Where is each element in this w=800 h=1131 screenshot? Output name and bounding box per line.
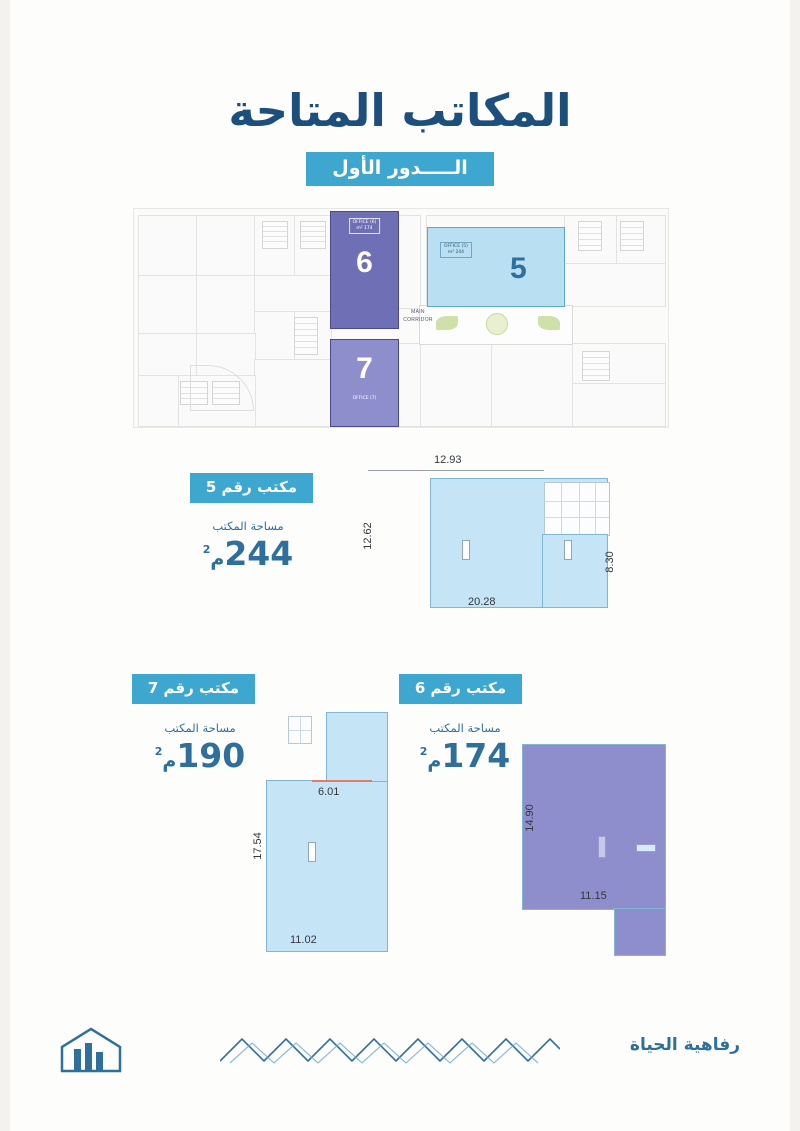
plan-unit-5-tag: OFFICE (5) 244 m² — [440, 242, 472, 258]
office-7-main-area — [266, 780, 388, 952]
floor-badge — [306, 152, 494, 186]
door-icon — [636, 844, 656, 852]
office-7-area-value: 190م$^2$ — [154, 736, 246, 775]
plan-unit-6[interactable] — [330, 211, 399, 329]
plan-room — [138, 275, 198, 335]
plan-room — [196, 275, 256, 335]
office-5-dim-top: 12.93 — [434, 454, 462, 466]
floor-plan-overview — [133, 208, 669, 428]
office-7-service-block — [288, 716, 312, 744]
zigzag-ornament-icon — [220, 1031, 560, 1069]
table-icon — [486, 313, 508, 335]
office-6-main-area — [522, 744, 666, 910]
office-6-area-value: 174م$^2$ — [419, 736, 511, 775]
plan-unit-7-tag: OFFICE (7) — [352, 396, 377, 401]
stair-icon — [582, 351, 610, 381]
plan-room — [138, 375, 180, 427]
stair-icon — [300, 221, 326, 249]
office-5-dim-right: 8.30 — [604, 551, 616, 573]
stair-icon — [262, 221, 288, 249]
footer-tagline: رفاهية الحياة — [629, 1035, 740, 1055]
office-6-dim-left: 14.90 — [524, 804, 536, 832]
floor-badge-label: الـــــدور الأول — [332, 156, 468, 179]
office-7-dim-top-right: 6.01 — [318, 786, 340, 798]
plan-room — [397, 343, 421, 427]
office-5-dim-left: 12.62 — [362, 522, 374, 550]
door-icon — [308, 842, 316, 862]
plan-unit-5[interactable] — [427, 227, 565, 307]
plan-room — [491, 343, 573, 427]
office-6-lower-area — [614, 908, 666, 956]
office-5-dim-bottom: 20.28 — [468, 596, 496, 608]
plan-room — [254, 359, 332, 427]
plan-room — [571, 383, 666, 427]
office-7-area-caption: مساحة المكتب — [164, 721, 236, 735]
page-title: المكاتب المتاحة — [228, 84, 572, 137]
office-7-dim-bottom: 11.02 — [290, 934, 317, 946]
office-5-area-value: 244م$^2$ — [202, 534, 294, 573]
door-icon — [564, 540, 572, 560]
company-logo-icon — [58, 1025, 124, 1075]
plan-unit-6-number: 6 — [356, 246, 373, 279]
plan-room — [397, 215, 421, 309]
plant-icon — [538, 316, 560, 330]
stair-icon — [620, 221, 644, 251]
office-7-dim-left: 17.54 — [252, 832, 264, 860]
office-5-chip: مكتب رقم 5 — [190, 473, 313, 503]
office-5-area-caption: مساحة المكتب — [212, 519, 284, 533]
plan-unit-6-tag: OFFICE (6) 174 m² — [349, 218, 381, 234]
door-icon — [462, 540, 470, 560]
office-6-area-caption: مساحة المكتب — [429, 721, 501, 735]
dim-line — [312, 780, 372, 782]
plan-room — [254, 311, 296, 361]
office-6-plan — [524, 744, 666, 954]
plan-room — [419, 343, 493, 427]
office-7-chip: مكتب رقم 7 — [132, 674, 255, 704]
stair-icon — [294, 317, 318, 355]
plan-unit-5-number: 5 — [510, 252, 527, 285]
plan-unit-7[interactable] — [330, 339, 399, 427]
plan-room — [564, 263, 666, 307]
footer — [0, 1013, 800, 1083]
office-7-plan — [252, 712, 388, 950]
dim-line — [368, 470, 544, 471]
plan-room — [196, 215, 256, 277]
office-6-dim-bottom: 11.15 — [580, 890, 607, 902]
header — [0, 86, 800, 186]
plan-room — [138, 215, 198, 277]
plan-room — [138, 333, 198, 377]
office-5-service-block — [544, 482, 610, 536]
office-7-upper-area — [326, 712, 388, 782]
stair-icon — [578, 221, 602, 251]
main-corridor-label: MAIN CORRIDOR — [403, 309, 433, 323]
office-6-chip: مكتب رقم 6 — [399, 674, 522, 704]
office-5-plan — [362, 454, 616, 608]
door-icon — [598, 836, 606, 858]
subtitle-container — [0, 152, 800, 186]
plan-room — [254, 275, 332, 313]
plan-unit-7-number: 7 — [356, 352, 373, 385]
office-5-side-area — [542, 534, 608, 608]
